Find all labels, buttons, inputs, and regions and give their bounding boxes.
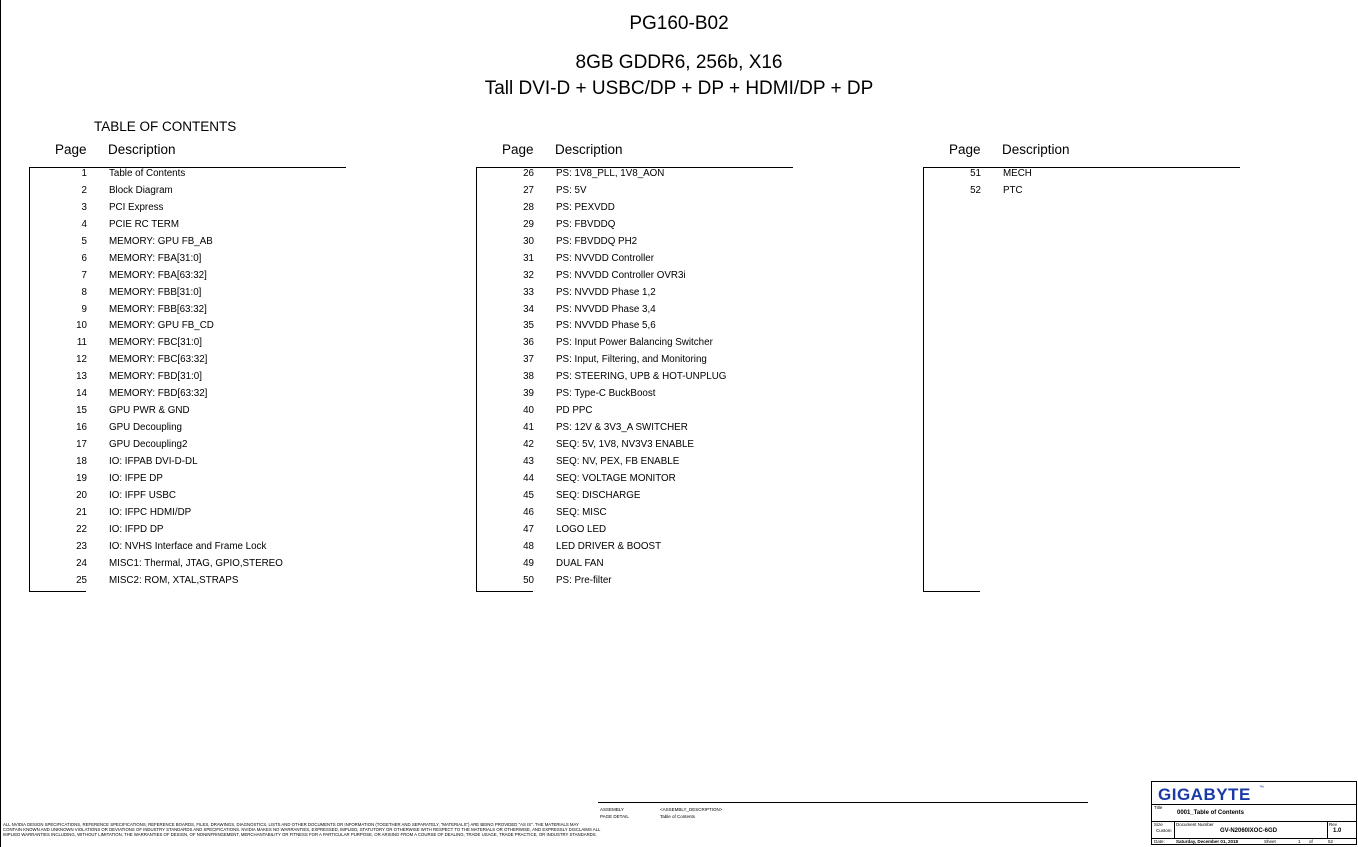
assembly-value: <ASSEMBLY_DESCRIPTION> — [660, 807, 723, 812]
toc-entry — [476, 201, 796, 218]
toc-page-number: 9 — [81, 303, 87, 315]
toc-page-number: 36 — [523, 337, 534, 349]
toc-description: IO: IFPE DP — [109, 472, 163, 484]
toc-description: MEMORY: FBD[31:0] — [109, 371, 202, 383]
toc-page-number: 15 — [76, 405, 87, 417]
toc-description: SEQ: MISC — [556, 506, 607, 518]
toc-entry — [29, 506, 349, 523]
toc-page-number: 27 — [523, 184, 534, 196]
toc-page-number: 48 — [523, 540, 534, 552]
toc-description: PS: 5V — [556, 184, 587, 196]
toc-description: LED DRIVER & BOOST — [556, 540, 662, 552]
toc-description: PS: Input Power Balancing Switcher — [556, 337, 713, 349]
toc-page-number: 7 — [81, 269, 87, 281]
toc-rows — [29, 167, 349, 590]
toc-description: PS: NVVDD Phase 1,2 — [556, 286, 656, 298]
toc-page-number: 44 — [523, 472, 534, 484]
title-value: 0001_Table of Contents — [1177, 810, 1244, 816]
date-label: Date: — [1154, 839, 1165, 844]
disclaimer-line: IMPLIED WARRANTIES INCLUDING, WITHOUT LIMITATION, THE WARRANTIES OF DESIGN, OF NONINFRINGEMENT, MERCHANTABILITY OR FITNESS FOR A PARTICULAR PURPOSE, OR ARISING FROM A COURSE OF DEALING, TRADE USAGE, TRADE PRACTICE, OR INDUSTRY STANDARDS. — [3, 832, 597, 838]
toc-entry — [29, 438, 349, 455]
memory-subtitle: 8GB GDDR6, 256b, X16 — [575, 52, 783, 73]
toc-entry — [29, 404, 349, 421]
toc-description: PS: 12V & 3V3_A SWITCHER — [556, 422, 688, 434]
toc-page-number: 51 — [970, 168, 981, 179]
toc-description: PD PPC — [556, 405, 593, 417]
title-block-rule — [1152, 804, 1356, 805]
toc-description: PS: FBVDDQ PH2 — [556, 235, 638, 247]
outputs-subtitle: Tall DVI-D + USBC/DP + DP + HDMI/DP + DP — [484, 78, 874, 99]
toc-entry — [476, 353, 796, 370]
toc-entry — [29, 218, 349, 235]
toc-page-number: 50 — [523, 574, 534, 586]
toc-description: MEMORY: FBC[63:32] — [109, 354, 208, 366]
toc-description: PS: Input, Filtering, and Monitoring — [556, 354, 707, 366]
toc-page-number: 3 — [81, 201, 87, 213]
column-bottom-rule — [923, 591, 980, 592]
toc-description: MEMORY: FBA[31:0] — [109, 252, 202, 264]
toc-rows — [476, 167, 796, 590]
toc-page-number: 38 — [523, 371, 534, 383]
toc-page-number: 37 — [523, 354, 534, 366]
toc-description: IO: IFPAB DVI-D-DL — [109, 455, 198, 467]
title-block-rule — [1174, 821, 1175, 838]
toc-entry — [923, 184, 1243, 201]
gigabyte-logo: GIGABYTE — [1158, 785, 1251, 804]
toc-entry — [29, 574, 349, 591]
toc-entry — [29, 319, 349, 336]
disclaimer-line: ALL NVIDIA DESIGN SPECIFICATIONS, REFERENCE SPECIFICATIONS, REFERENCE BOARDS, FILES, DRAWINGS, DIAGNOSTICS, LISTS AND OTHER DOCUMENTS OR INFORMATION (TOGETHER AND SEPARATELY, "MATERIALS") ARE BEING PROVIDED "AS IS". THE MATERIALS MAY — [3, 822, 579, 827]
toc-description: PS: Pre-filter — [556, 574, 612, 586]
toc-entry — [29, 387, 349, 404]
toc-entry — [476, 489, 796, 506]
toc-description: IO: IFPC HDMI/DP — [109, 506, 192, 518]
toc-page-number: 8 — [81, 286, 87, 298]
size-value: Custom — [1156, 828, 1172, 833]
toc-page-number: 40 — [523, 405, 534, 417]
description-column-header: Description — [555, 142, 623, 157]
toc-entry — [476, 336, 796, 353]
toc-entry — [476, 557, 796, 574]
toc-page-number: 49 — [523, 557, 534, 569]
toc-description: PCIE RC TERM — [109, 218, 180, 230]
toc-page-number: 42 — [523, 439, 534, 450]
column-bottom-rule — [476, 591, 533, 592]
toc-page-number: 46 — [523, 506, 534, 518]
toc-page-number: 28 — [523, 201, 534, 213]
toc-page-number: 41 — [523, 422, 534, 434]
toc-page-number: 22 — [76, 523, 87, 535]
toc-description: PS: NVVDD Controller — [556, 252, 654, 264]
toc-description: MISC2: ROM, XTAL,STRAPS — [109, 574, 239, 586]
of-label: of — [1309, 839, 1313, 844]
column-left-rule — [923, 167, 924, 592]
toc-entry — [29, 252, 349, 269]
toc-description: PS: NVVDD Controller OVR3i — [556, 269, 686, 281]
toc-description: PS: 1V8_PLL, 1V8_AON — [556, 168, 665, 179]
toc-page-number: 43 — [523, 455, 534, 467]
toc-description: PTC — [1003, 184, 1023, 196]
toc-entry — [29, 489, 349, 506]
toc-page-number: 21 — [76, 506, 87, 518]
toc-entry — [476, 286, 796, 303]
toc-description: MEMORY: GPU FB_CD — [109, 320, 214, 332]
toc-description: PCI Express — [109, 201, 164, 213]
toc-entry — [29, 269, 349, 286]
toc-description: PS: PEXVDD — [556, 201, 615, 213]
toc-description: Table of Contents — [109, 168, 186, 179]
toc-description: Block Diagram — [109, 184, 173, 196]
toc-description: MEMORY: FBC[31:0] — [109, 337, 202, 349]
toc-description: MEMORY: FBA[63:32] — [109, 269, 207, 281]
page-column-header: Page — [949, 142, 981, 157]
trademark-symbol: ™ — [1259, 785, 1264, 791]
toc-description: GPU PWR & GND — [109, 405, 190, 417]
toc-entry — [476, 235, 796, 252]
assembly-block — [597, 804, 727, 822]
toc-description: MEMORY: FBB[31:0] — [109, 286, 202, 298]
toc-description: IO: NVHS Interface and Frame Lock — [109, 540, 267, 552]
toc-entry — [923, 167, 1243, 184]
toc-entry — [476, 455, 796, 472]
toc-heading: TABLE OF CONTENTS — [94, 119, 237, 134]
toc-description: PS: FBVDDQ — [556, 218, 616, 230]
toc-entry — [29, 235, 349, 252]
legal-disclaimer — [3, 822, 643, 838]
toc-entry — [476, 421, 796, 438]
toc-page-number: 1 — [81, 168, 87, 179]
toc-page-number: 32 — [523, 269, 534, 281]
toc-entry — [29, 557, 349, 574]
toc-entry — [29, 201, 349, 218]
toc-rows — [923, 167, 1243, 201]
toc-description: GPU Decoupling — [109, 422, 182, 434]
page-border-left — [0, 0, 1, 847]
document-number-label: Document Number — [1176, 822, 1214, 827]
page-detail-label: PAGE DETAIL — [600, 814, 629, 819]
sheet-label: Sheet — [1264, 839, 1276, 844]
toc-description: PS: NVVDD Phase 5,6 — [556, 320, 656, 332]
toc-page-number: 11 — [76, 337, 87, 349]
toc-entry — [476, 319, 796, 336]
toc-entry — [29, 336, 349, 353]
toc-page-number: 18 — [76, 455, 87, 467]
column-bottom-rule — [29, 591, 86, 592]
toc-page-number: 23 — [76, 540, 87, 552]
toc-description: MEMORY: FBB[63:32] — [109, 303, 207, 315]
document-number-value: GV-N2060IXOC-6GD — [1220, 828, 1278, 834]
toc-description: IO: IFPF USBC — [109, 489, 176, 501]
toc-page-number: 45 — [523, 489, 534, 501]
toc-entry — [476, 506, 796, 523]
toc-page-number: 14 — [76, 388, 87, 400]
toc-page-number: 35 — [523, 320, 534, 332]
toc-page-number: 34 — [523, 303, 534, 315]
toc-page-number: 24 — [76, 557, 87, 569]
toc-description: MISC1: Thermal, JTAG, GPIO,STEREO — [109, 557, 283, 569]
toc-description: MEMORY: GPU FB_AB — [109, 235, 213, 247]
page-detail-value: Table of Contents — [660, 814, 696, 819]
toc-entry — [476, 404, 796, 421]
toc-description: PS: Type-C BuckBoost — [556, 388, 656, 400]
size-label: Size — [1154, 822, 1163, 827]
toc-entry — [476, 574, 796, 591]
toc-description: MECH — [1003, 168, 1032, 179]
toc-page-number: 26 — [523, 168, 534, 179]
toc-entry — [476, 438, 796, 455]
toc-entry — [476, 184, 796, 201]
toc-page-number: 25 — [76, 574, 87, 586]
toc-page-number: 13 — [76, 371, 87, 383]
toc-entry — [476, 303, 796, 320]
title-block-rule — [1327, 821, 1328, 838]
toc-entry — [476, 252, 796, 269]
toc-page-number: 39 — [523, 388, 534, 400]
toc-page-number: 47 — [523, 523, 534, 535]
toc-entry — [29, 167, 349, 184]
toc-description: SEQ: VOLTAGE MONITOR — [556, 472, 676, 484]
toc-description: IO: IFPD DP — [109, 523, 164, 535]
title-block — [1151, 781, 1357, 845]
page-column-header: Page — [55, 142, 87, 157]
toc-entry — [29, 421, 349, 438]
toc-entry — [476, 387, 796, 404]
toc-entry — [476, 370, 796, 387]
toc-entry — [29, 286, 349, 303]
toc-entry — [29, 353, 349, 370]
description-column-header: Description — [1002, 142, 1070, 157]
of-value: 52 — [1328, 839, 1334, 844]
toc-page-number: 19 — [76, 472, 87, 484]
assembly-rule — [598, 802, 1088, 803]
toc-description: SEQ: 5V, 1V8, NV3V3 ENABLE — [556, 439, 694, 450]
toc-entry — [29, 455, 349, 472]
toc-page-number: 12 — [76, 354, 87, 366]
toc-entry — [29, 370, 349, 387]
toc-entry — [29, 540, 349, 557]
rev-label: Rev — [1329, 822, 1338, 827]
toc-page-number: 5 — [81, 235, 87, 247]
toc-entry — [29, 472, 349, 489]
sheet-value: 1 — [1298, 839, 1301, 844]
toc-entry — [29, 184, 349, 201]
toc-entry — [29, 303, 349, 320]
page-column-header: Page — [502, 142, 534, 157]
toc-page-number: 29 — [523, 218, 534, 230]
toc-description: MEMORY: FBD[63:32] — [109, 388, 208, 400]
description-column-header: Description — [108, 142, 176, 157]
rev-value: 1.0 — [1333, 828, 1342, 834]
toc-page-number: 16 — [76, 422, 87, 434]
toc-entry — [476, 269, 796, 286]
toc-page-number: 30 — [523, 235, 534, 247]
toc-page-number: 10 — [76, 320, 87, 332]
toc-description: SEQ: NV, PEX, FB ENABLE — [556, 455, 680, 467]
toc-description: SEQ: DISCHARGE — [556, 489, 641, 501]
disclaimer-line: CONTAIN KNOWN AND UNKNOWN VIOLATIONS OR DEVIATIONS OF INDUSTRY STANDARDS AND SPECIFICATIONS. NVIDIA MAKES NO WARRANTIES, EXPRESSED, IMPLIED, STATUTORY OR OTHERWISE WITH RESPECT TO THE MATERIALS OR OTHERWISE, AND EXPRESSLY DISCLAIMS ALL — [3, 827, 601, 833]
toc-entry — [29, 523, 349, 540]
toc-entry — [476, 472, 796, 489]
toc-page-number: 17 — [76, 439, 87, 450]
toc-entry — [476, 167, 796, 184]
toc-description: LOGO LED — [556, 523, 607, 535]
toc-description: PS: NVVDD Phase 3,4 — [556, 303, 656, 315]
toc-page-number: 2 — [81, 184, 87, 196]
toc-entry — [476, 218, 796, 235]
toc-page-number: 33 — [523, 286, 534, 298]
toc-description: DUAL FAN — [556, 557, 604, 569]
board-title: PG160-B02 — [629, 13, 729, 34]
assembly-label: ASSEMBLY — [600, 807, 624, 812]
toc-page-number: 20 — [76, 489, 87, 501]
toc-description: GPU Decoupling2 — [109, 439, 188, 450]
toc-page-number: 4 — [81, 218, 87, 230]
toc-entry — [476, 540, 796, 557]
toc-page-number: 52 — [970, 184, 981, 196]
title-label: Title — [1154, 805, 1163, 810]
date-value: Saturday, December 01, 2018 — [1176, 839, 1238, 844]
toc-page-number: 31 — [523, 252, 534, 264]
toc-entry — [476, 523, 796, 540]
toc-page-number: 6 — [81, 252, 87, 264]
toc-description: PS: STEERING, UPB & HOT-UNPLUG — [556, 371, 727, 383]
